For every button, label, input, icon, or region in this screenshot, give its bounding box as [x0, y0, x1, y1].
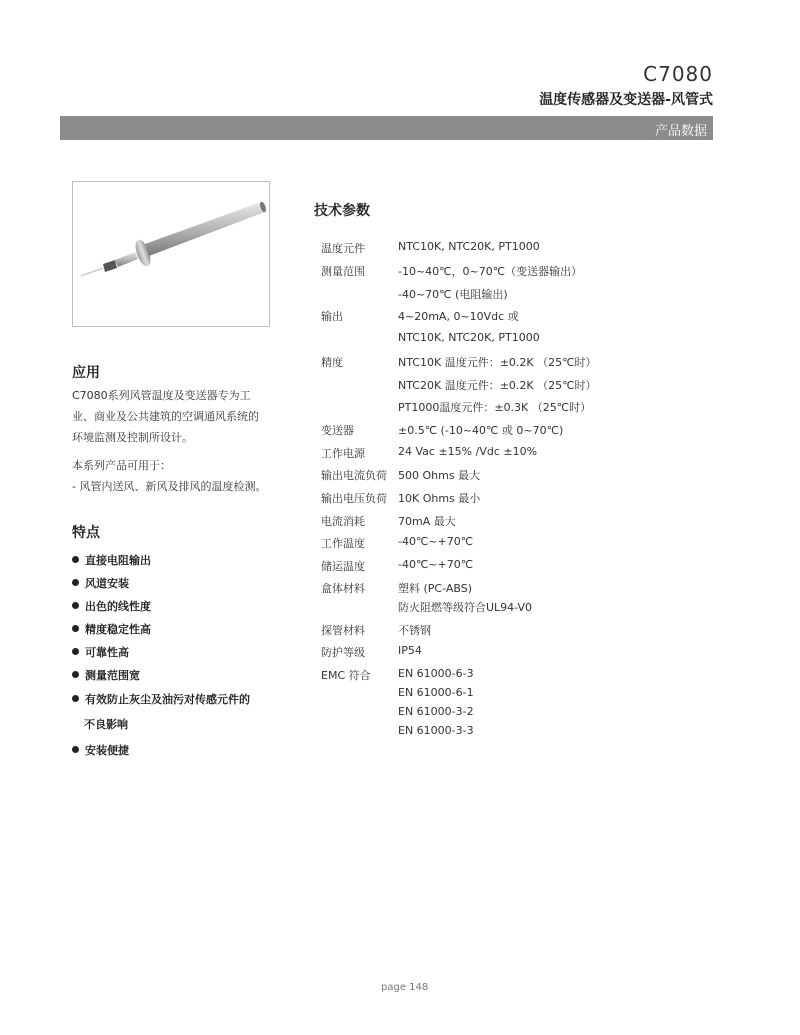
- page-number: page 148: [381, 982, 429, 993]
- spec-value: EN 61000-6-1: [398, 686, 474, 699]
- bullet-icon: [72, 602, 79, 609]
- bullet-icon: [72, 625, 79, 632]
- spec-value: NTC10K, NTC20K, PT1000: [398, 240, 540, 253]
- spec-label: 精度: [321, 356, 343, 369]
- spec-label: 输出: [321, 310, 343, 323]
- spec-value: NTC20K 温度元件：±0.2K （25℃时）: [398, 379, 597, 392]
- product-title: 温度传感器及变送器-风管式: [539, 92, 713, 108]
- usage-line: 本系列产品可用于：: [72, 459, 171, 472]
- bullet-icon: [72, 695, 79, 702]
- feature-item: 出色的线性度: [72, 598, 151, 614]
- spec-value: EN 61000-3-2: [398, 705, 474, 718]
- features-heading: 特点: [72, 525, 100, 541]
- spec-label: 变送器: [321, 424, 354, 437]
- feature-item: 精度稳定性高: [72, 621, 151, 637]
- spec-value: 10K Ohms 最小: [398, 492, 481, 505]
- spec-label: 工作电源: [321, 447, 365, 460]
- application-line: 环境监测及控制所设计。: [72, 431, 193, 444]
- feature-item: 风道安装: [72, 575, 129, 591]
- spec-value: 不锈钢: [398, 624, 431, 637]
- application-line: 业、商业及公共建筑的空调通风系统的: [72, 410, 259, 423]
- feature-item: 安装便捷: [72, 742, 129, 758]
- application-heading: 应用: [72, 365, 100, 381]
- specs-heading: 技术参数: [314, 203, 370, 219]
- spec-label: 防护等级: [321, 646, 365, 659]
- spec-label: 输出电压负荷: [321, 492, 387, 505]
- bullet-icon: [72, 746, 79, 753]
- spec-value: 24 Vac ±15% /Vdc ±10%: [398, 445, 538, 458]
- feature-continuation: 不良影响: [84, 718, 128, 731]
- spec-label: 测量范围: [321, 265, 365, 278]
- spec-value: EN 61000-6-3: [398, 667, 474, 680]
- duct-sensor-illustration: [73, 182, 269, 326]
- spec-label: 探管材料: [321, 624, 365, 637]
- spec-label: 温度元件: [321, 242, 365, 255]
- spec-label: EMC 符合: [321, 669, 371, 682]
- spec-value: -40℃~+70℃: [398, 558, 474, 571]
- feature-item: 测量范围宽: [72, 667, 140, 683]
- application-text: [72, 385, 259, 448]
- spec-value: -10~40℃，0~70℃（变送器输出）: [398, 265, 583, 278]
- section-label: 产品数据: [654, 124, 707, 139]
- spec-label: 盒体材料: [321, 582, 365, 595]
- model-number: C7080: [643, 62, 713, 86]
- spec-value: PT1000温度元件：±0.3K （25℃时）: [398, 401, 592, 414]
- spec-value: 塑料 (PC-ABS): [398, 582, 472, 595]
- spec-value: 4~20mA, 0~10Vdc 或: [398, 310, 519, 323]
- spec-value: -40℃~+70℃: [398, 535, 474, 548]
- spec-value: ±0.5℃ (-10~40℃ 或 0~70℃): [398, 424, 564, 437]
- application-line: C7080系列风管温度及变送器专为工: [72, 389, 251, 402]
- usage-text: [72, 455, 266, 497]
- spec-value: 70mA 最大: [398, 515, 456, 528]
- feature-item: 有效防止灰尘及油污对传感元件的: [72, 691, 250, 707]
- spec-value: 防火阻燃等级符合UL94-V0: [398, 601, 533, 614]
- usage-line: - 风管内送风、新风及排风的温度检测。: [72, 480, 267, 493]
- spec-value: 500 Ohms 最大: [398, 469, 481, 482]
- bullet-icon: [72, 556, 79, 563]
- product-image: [72, 181, 270, 327]
- bullet-icon: [72, 579, 79, 586]
- spec-value: -40~70℃ (电阻输出): [398, 288, 508, 301]
- spec-label: 电流消耗: [321, 515, 365, 528]
- spec-value: NTC10K, NTC20K, PT1000: [398, 331, 540, 344]
- spec-value: IP54: [398, 644, 422, 657]
- spec-value: NTC10K 温度元件：±0.2K （25℃时）: [398, 356, 597, 369]
- feature-item: 直接电阻输出: [72, 552, 151, 568]
- bullet-icon: [72, 671, 79, 678]
- bullet-icon: [72, 648, 79, 655]
- spec-value: EN 61000-3-3: [398, 724, 474, 737]
- section-bar: [60, 116, 713, 140]
- spec-label: 输出电流负荷: [321, 469, 387, 482]
- feature-item: 可靠性高: [72, 644, 129, 660]
- spec-label: 储运温度: [321, 560, 365, 573]
- spec-label: 工作温度: [321, 537, 365, 550]
